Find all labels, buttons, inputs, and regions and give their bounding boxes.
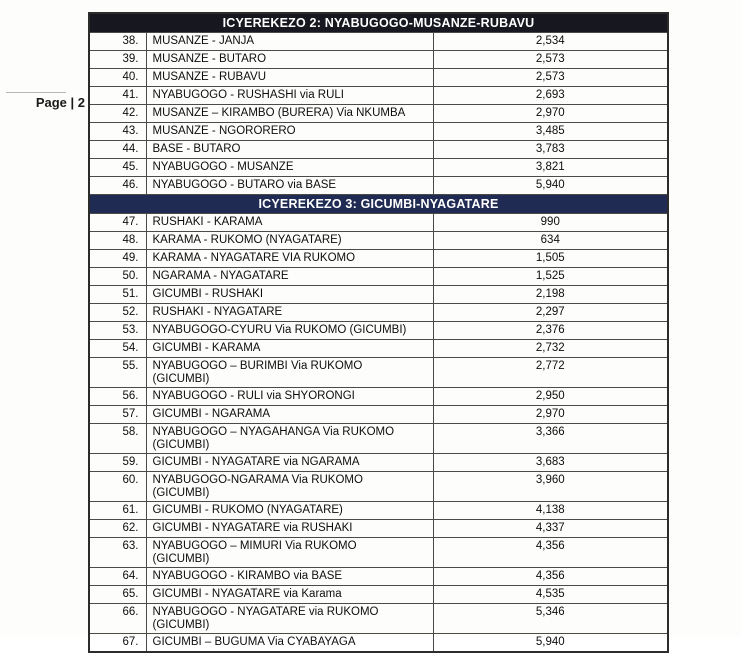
row-number-cell: 54. — [89, 340, 146, 358]
table-row — [89, 322, 668, 340]
route-line: GICUMBI - KARAMA — [152, 342, 261, 354]
route-cell — [146, 33, 433, 51]
page-number-label: Page | 2 — [35, 95, 85, 110]
route-line: GICUMBI - NYAGATARE via RUSHAKI — [152, 522, 353, 534]
row-number-cell: 38. — [89, 33, 146, 51]
fare-cell: 1,525 — [433, 268, 668, 286]
table-row — [89, 634, 668, 653]
fare-cell: 2,693 — [433, 87, 668, 105]
row-number-cell: 45. — [89, 159, 146, 177]
table-row — [89, 388, 668, 406]
table-row — [89, 87, 668, 105]
fare-cell: 5,940 — [433, 177, 668, 195]
row-number-cell: 52. — [89, 304, 146, 322]
table-row — [89, 51, 668, 69]
table-row — [89, 502, 668, 520]
route-cell — [146, 177, 433, 195]
route-line: GICUMBI - NYAGATARE via NGARAMA — [152, 456, 360, 468]
fare-cell: 3,683 — [433, 454, 668, 472]
route-cell — [146, 358, 433, 388]
table-row — [89, 568, 668, 586]
table-row — [89, 304, 668, 322]
table-row — [89, 424, 668, 454]
route-cell — [146, 214, 433, 232]
table-row — [89, 604, 668, 634]
fare-table — [88, 12, 669, 653]
row-number-cell: 63. — [89, 538, 146, 568]
fare-cell: 3,783 — [433, 141, 668, 159]
route-cell — [146, 286, 433, 304]
route-line: NYABUGOGO-CYURU Via RUKOMO (GICUMBI) — [152, 324, 407, 336]
route-line: NYABUGOGO - KIRAMBO via BASE — [152, 570, 343, 582]
route-line: (GICUMBI) — [152, 553, 210, 565]
route-cell — [146, 538, 433, 568]
row-number-cell: 42. — [89, 105, 146, 123]
route-cell — [146, 304, 433, 322]
row-number-cell: 55. — [89, 358, 146, 388]
route-line: (GICUMBI) — [152, 619, 210, 631]
fare-cell: 2,297 — [433, 304, 668, 322]
margin-rule — [6, 92, 66, 93]
table-row — [89, 538, 668, 568]
table-row — [89, 586, 668, 604]
route-line: KARAMA - RUKOMO (NYAGATARE) — [152, 234, 342, 246]
row-number-cell: 53. — [89, 322, 146, 340]
fare-cell: 2,573 — [433, 51, 668, 69]
row-number-cell: 47. — [89, 214, 146, 232]
row-number-cell: 50. — [89, 268, 146, 286]
route-line: NYABUGOGO - NYAGATARE via RUKOMO — [152, 606, 379, 618]
row-number-cell: 46. — [89, 177, 146, 195]
table-row — [89, 141, 668, 159]
table-row — [89, 232, 668, 250]
fare-cell: 2,534 — [433, 33, 668, 51]
fare-cell: 3,485 — [433, 123, 668, 141]
route-line: NYABUGOGO-NGARAMA Via RUKOMO — [152, 474, 363, 486]
table-row — [89, 250, 668, 268]
table-row — [89, 159, 668, 177]
route-cell — [146, 586, 433, 604]
table-row — [89, 33, 668, 51]
route-line: MUSANZE – KIRAMBO (BURERA) Via NKUMBA — [152, 107, 406, 119]
row-number-cell: 57. — [89, 406, 146, 424]
fare-cell: 3,960 — [433, 472, 668, 502]
route-cell — [146, 105, 433, 123]
route-line: MUSANZE - JANJA — [152, 35, 255, 47]
fare-cell: 990 — [433, 214, 668, 232]
fare-cell: 2,732 — [433, 340, 668, 358]
route-line: NGARAMA - NYAGATARE — [152, 270, 289, 282]
table-row — [89, 454, 668, 472]
route-line: NYABUGOGO – NYAGAHANGA Via RUKOMO — [152, 426, 395, 438]
row-number-cell: 65. — [89, 586, 146, 604]
route-cell — [146, 520, 433, 538]
fare-cell: 3,366 — [433, 424, 668, 454]
route-cell — [146, 51, 433, 69]
route-cell — [146, 123, 433, 141]
route-cell — [146, 454, 433, 472]
row-number-cell: 43. — [89, 123, 146, 141]
route-line: (GICUMBI) — [152, 487, 210, 499]
table-row — [89, 268, 668, 286]
row-number-cell: 41. — [89, 87, 146, 105]
fare-cell: 4,356 — [433, 538, 668, 568]
fare-cell: 4,356 — [433, 568, 668, 586]
row-number-cell: 49. — [89, 250, 146, 268]
table-row — [89, 214, 668, 232]
row-number-cell: 59. — [89, 454, 146, 472]
row-number-cell: 51. — [89, 286, 146, 304]
route-cell — [146, 232, 433, 250]
route-line: NYABUGOGO - MUSANZE — [152, 161, 294, 173]
row-number-cell: 60. — [89, 472, 146, 502]
route-cell — [146, 568, 433, 586]
route-line: GICUMBI - RUSHAKI — [152, 288, 264, 300]
route-line: GICUMBI - NYAGATARE via Karama — [152, 588, 342, 600]
table-row — [89, 520, 668, 538]
route-cell — [146, 604, 433, 634]
table-row — [89, 105, 668, 123]
section-header-title: ICYEREKEZO 2: NYABUGOGO-MUSANZE-RUBAVU — [89, 13, 668, 33]
page-number-note — [0, 88, 88, 110]
route-line: RUSHAKI - NYAGATARE — [152, 306, 283, 318]
route-line: MUSANZE - BUTARO — [152, 53, 267, 65]
fare-cell: 4,138 — [433, 502, 668, 520]
route-cell — [146, 472, 433, 502]
route-cell — [146, 634, 433, 653]
row-number-cell: 48. — [89, 232, 146, 250]
section-header-row — [89, 195, 668, 214]
fare-cell: 2,198 — [433, 286, 668, 304]
section-header-title: ICYEREKEZO 3: GICUMBI-NYAGATARE — [89, 195, 668, 214]
fare-table-body — [89, 13, 668, 652]
route-line: (GICUMBI) — [152, 373, 210, 385]
fare-cell: 2,573 — [433, 69, 668, 87]
fare-cell: 2,970 — [433, 406, 668, 424]
route-line: (GICUMBI) — [152, 439, 210, 451]
route-line: MUSANZE - NGORORERO — [152, 125, 296, 137]
route-line: NYABUGOGO – BURIMBI Via RUKOMO — [152, 360, 363, 372]
route-cell — [146, 424, 433, 454]
route-line: NYABUGOGO - RUSHASHI via RULI — [152, 89, 344, 101]
fare-cell: 2,970 — [433, 105, 668, 123]
route-cell — [146, 268, 433, 286]
route-line: MUSANZE - RUBAVU — [152, 71, 267, 83]
fare-cell: 4,535 — [433, 586, 668, 604]
route-line: GICUMBI - RUKOMO (NYAGATARE) — [152, 504, 343, 516]
route-cell — [146, 69, 433, 87]
route-cell — [146, 388, 433, 406]
route-line: NYABUGOGO – MIMURI Via RUKOMO — [152, 540, 357, 552]
route-cell — [146, 502, 433, 520]
row-number-cell: 56. — [89, 388, 146, 406]
fare-cell: 5,940 — [433, 634, 668, 653]
row-number-cell: 67. — [89, 634, 146, 653]
route-cell — [146, 340, 433, 358]
fare-cell: 5,346 — [433, 604, 668, 634]
row-number-cell: 66. — [89, 604, 146, 634]
fare-cell: 2,772 — [433, 358, 668, 388]
route-cell — [146, 406, 433, 424]
route-line: GICUMBI - NGARAMA — [152, 408, 271, 420]
fare-cell: 634 — [433, 232, 668, 250]
fare-cell: 3,821 — [433, 159, 668, 177]
row-number-cell: 58. — [89, 424, 146, 454]
table-row — [89, 286, 668, 304]
table-row — [89, 123, 668, 141]
table-row — [89, 472, 668, 502]
section-header-row — [89, 13, 668, 33]
row-number-cell: 44. — [89, 141, 146, 159]
route-cell — [146, 141, 433, 159]
route-line: GICUMBI – BUGUMA Via CYABAYAGA — [152, 636, 356, 648]
fare-cell: 4,337 — [433, 520, 668, 538]
fare-cell: 1,505 — [433, 250, 668, 268]
fare-cell: 2,376 — [433, 322, 668, 340]
row-number-cell: 39. — [89, 51, 146, 69]
table-row — [89, 406, 668, 424]
route-line: NYABUGOGO - BUTARO via BASE — [152, 179, 337, 191]
row-number-cell: 40. — [89, 69, 146, 87]
route-cell — [146, 322, 433, 340]
row-number-cell: 61. — [89, 502, 146, 520]
route-cell — [146, 250, 433, 268]
table-row — [89, 177, 668, 195]
table-row — [89, 358, 668, 388]
route-cell — [146, 159, 433, 177]
route-line: BASE - BUTARO — [152, 143, 241, 155]
row-number-cell: 64. — [89, 568, 146, 586]
table-row — [89, 340, 668, 358]
route-line: RUSHAKI - KARAMA — [152, 216, 263, 228]
route-line: KARAMA - NYAGATARE VIA RUKOMO — [152, 252, 356, 264]
row-number-cell: 62. — [89, 520, 146, 538]
route-line: NYABUGOGO - RULI via SHYORONGI — [152, 390, 355, 402]
table-row — [89, 69, 668, 87]
route-cell — [146, 87, 433, 105]
fare-cell: 2,950 — [433, 388, 668, 406]
